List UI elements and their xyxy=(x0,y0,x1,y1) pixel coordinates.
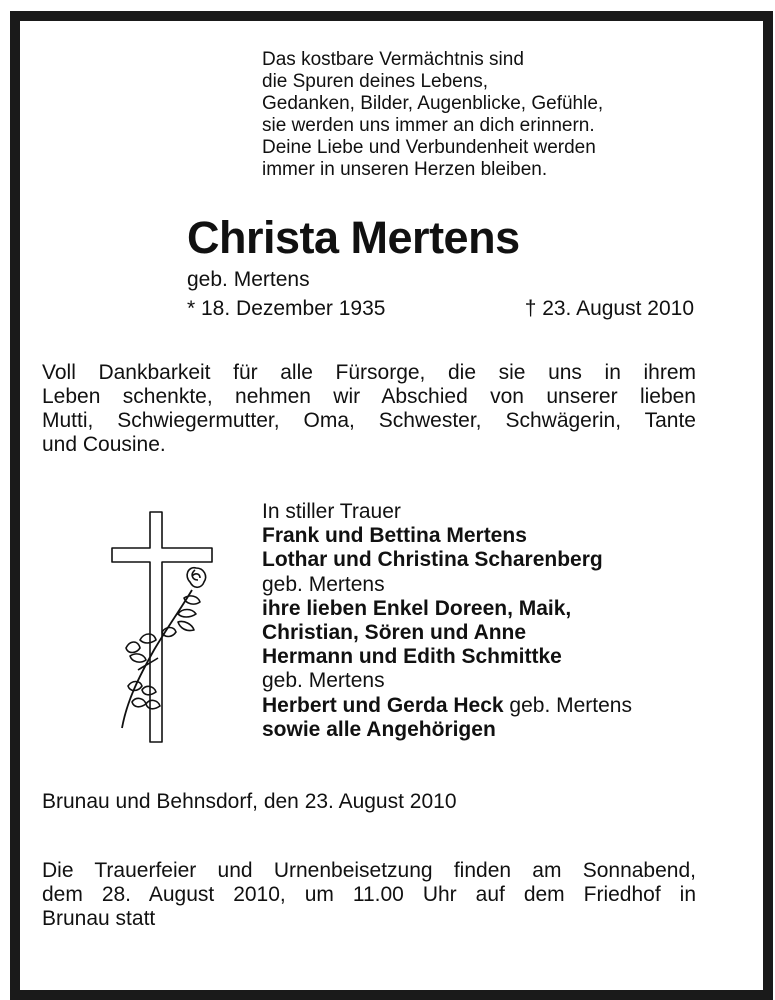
funeral-line: dem 28. August 2010, um 11.00 Uhr auf dem Friedhof in xyxy=(42,883,696,906)
mourner-nee: geb. Mertens xyxy=(262,669,385,693)
mourning-intro: In stiller Trauer xyxy=(262,500,401,523)
thanks-paragraph xyxy=(42,361,696,457)
poem-line: Das kostbare Vermächtnis sind xyxy=(262,49,524,70)
mourner-line: Frank und Bettina Mertens xyxy=(262,524,527,548)
poem-line: die Spuren deines Lebens, xyxy=(262,71,489,92)
mourner-line: Lothar und Christina Scharenberg xyxy=(262,548,603,572)
mourner-nee: geb. Mertens xyxy=(503,693,632,717)
funeral-line: Brunau statt xyxy=(42,907,156,930)
cross-with-rose-icon xyxy=(92,490,217,746)
poem-line: Gedanken, Bilder, Augenblicke, Gefühle, xyxy=(262,93,604,114)
mourners-list xyxy=(262,500,632,742)
mourner-nee: geb. Mertens xyxy=(262,572,385,596)
deceased-name: Christa Mertens xyxy=(187,212,520,263)
death-date: † 23. August 2010 xyxy=(524,297,694,320)
maiden-name: geb. Mertens xyxy=(187,268,310,291)
thanks-line: und Cousine. xyxy=(42,433,166,456)
mourner-line: ihre lieben Enkel Doreen, Maik, xyxy=(262,596,572,620)
mourner-line xyxy=(262,694,632,718)
birth-date: * 18. Dezember 1935 xyxy=(187,297,386,320)
poem-line: sie werden uns immer an dich erinnern. xyxy=(262,115,595,136)
mourner-line: sowie alle Angehörigen xyxy=(262,717,496,741)
mourner-line: Hermann und Edith Schmittke xyxy=(262,645,562,669)
memorial-poem xyxy=(262,49,603,181)
place-and-date: Brunau und Behnsdorf, den 23. August 2010 xyxy=(42,790,457,813)
mourner-name: Herbert und Gerda Heck xyxy=(262,693,504,717)
funeral-line: Die Trauerfeier und Urnenbeisetzung finden am Sonnabend, xyxy=(42,859,696,882)
thanks-line: Voll Dankbarkeit für alle Fürsorge, die sie uns in ihrem xyxy=(42,361,696,384)
thanks-line: Leben schenkte, nehmen wir Abschied von unserer lieben xyxy=(42,385,696,408)
funeral-notice xyxy=(42,859,696,931)
poem-line: immer in unseren Herzen bleiben. xyxy=(262,159,548,180)
life-dates xyxy=(187,297,694,321)
poem-line: Deine Liebe und Verbundenheit werden xyxy=(262,137,596,158)
mourner-line: Christian, Sören und Anne xyxy=(262,621,527,645)
thanks-line: Mutti, Schwiegermutter, Oma, Schwester, Schwägerin, Tante xyxy=(42,409,696,432)
